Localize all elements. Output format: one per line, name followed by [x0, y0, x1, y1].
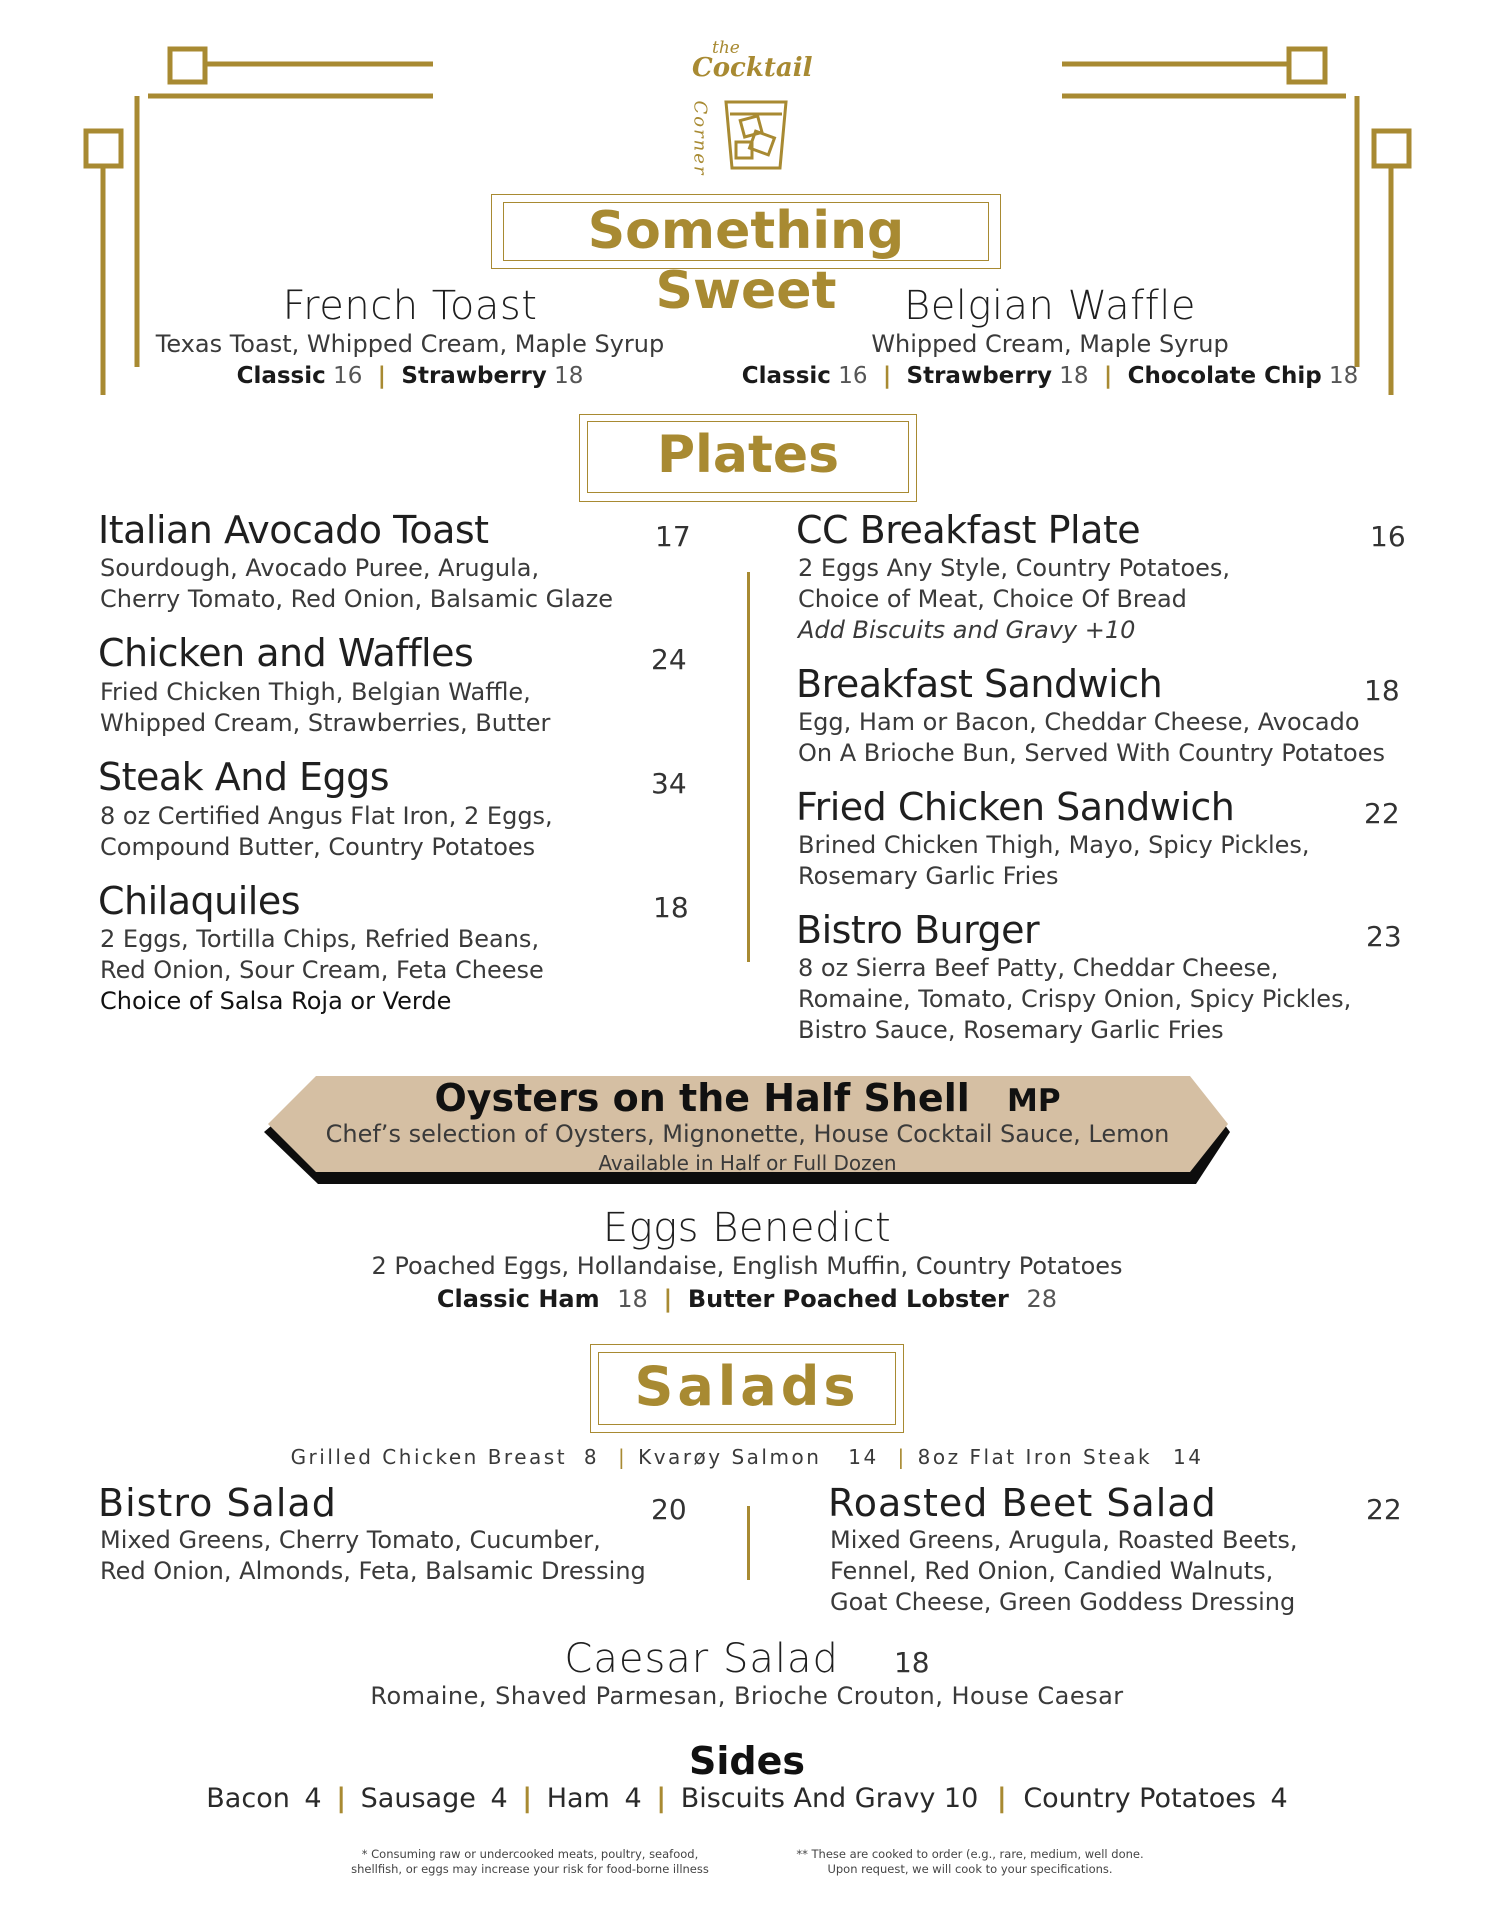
waffle-classic-price: 16	[838, 363, 868, 389]
bistro-salad-price: 20	[651, 1493, 687, 1526]
desc-line: Bistro Sauce, Rosemary Garlic Fries	[798, 1016, 1224, 1044]
belgian-waffle-name: Belgian Waffle	[904, 283, 1196, 329]
breakfast-sandwich-price: 18	[1364, 674, 1400, 707]
caesar-salad-row	[447, 1636, 1047, 1682]
separator: |	[656, 1783, 667, 1814]
steak-eggs-price: 34	[651, 767, 687, 800]
french-toast-options	[160, 363, 660, 389]
french-toast-strawberry-label: Strawberry	[401, 363, 547, 389]
separator: |	[336, 1783, 347, 1814]
bistro-salad-desc	[100, 1525, 646, 1587]
side-biscuits-label: Biscuits And Gravy	[680, 1783, 936, 1814]
bistro-burger-price: 23	[1366, 920, 1402, 953]
side-potatoes-label: Country Potatoes	[1023, 1783, 1256, 1814]
oysters-title: Oysters on the Half Shell	[434, 1076, 970, 1120]
sweet-title: Something Sweet	[587, 201, 905, 321]
breakfast-sandwich-name: Breakfast Sandwich	[796, 662, 1163, 706]
sides-list	[147, 1783, 1347, 1814]
chilaquiles-price: 18	[653, 891, 689, 924]
desc-line: 2 Eggs Any Style, Country Potatoes,	[798, 554, 1231, 582]
addon-steak-price: 14	[1172, 1445, 1204, 1469]
caesar-salad-price: 18	[893, 1646, 930, 1679]
sides-title: Sides	[689, 1739, 805, 1783]
waffle-chocchip-price: 18	[1329, 363, 1359, 389]
plates-divider	[747, 572, 750, 962]
bistro-salad-name: Bistro Salad	[98, 1481, 337, 1525]
desc-line: Goat Cheese, Green Goddess Dressing	[830, 1588, 1296, 1616]
desc-line: 8 oz Certified Angus Flat Iron, 2 Eggs,	[100, 802, 553, 830]
chicken-waffles-price: 24	[651, 643, 687, 676]
desc-line: Red Onion, Almonds, Feta, Balsamic Dressing	[100, 1557, 646, 1585]
footer-note-right	[760, 1847, 1180, 1877]
benedict-lobster-price: 28	[1026, 1285, 1058, 1313]
breakfast-sandwich-desc	[798, 707, 1385, 769]
steak-eggs-desc	[100, 801, 553, 863]
addon-salmon-label: Kvarøy Salmon	[638, 1445, 822, 1469]
desc-line: Rosemary Garlic Fries	[798, 862, 1059, 890]
separator: |	[882, 363, 892, 389]
oysters-note: Available in Half or Full Dozen	[598, 1151, 897, 1175]
oysters-price: MP	[1006, 1083, 1061, 1119]
desc-line: Red Onion, Sour Cream, Feta Cheese	[100, 956, 544, 984]
cc-breakfast-name: CC Breakfast Plate	[796, 508, 1141, 552]
addon-steak-label: 8oz Flat Iron Steak	[917, 1445, 1153, 1469]
cc-breakfast-price: 16	[1370, 520, 1406, 553]
waffle-classic-label: Classic	[741, 363, 831, 389]
desc-line: Cherry Tomato, Red Onion, Balsamic Glaze	[100, 585, 613, 613]
side-bacon-price: 4	[304, 1783, 322, 1814]
desc-line: Brined Chicken Thigh, Mayo, Spicy Pickles,	[798, 831, 1310, 859]
french-toast-classic-label: Classic	[236, 363, 326, 389]
beet-salad-name: Roasted Beet Salad	[828, 1481, 1217, 1525]
desc-line: Mixed Greens, Cherry Tomato, Cucumber,	[100, 1526, 601, 1554]
fried-chicken-sandwich-desc	[798, 830, 1310, 892]
french-toast-strawberry-price: 18	[554, 363, 584, 389]
bistro-burger-name: Bistro Burger	[796, 908, 1040, 952]
chilaquiles-name: Chilaquiles	[98, 879, 301, 923]
desc-line: Romaine, Tomato, Crispy Onion, Spicy Pickles,	[798, 985, 1352, 1013]
desc-line: Choice of Meat, Choice Of Bread	[798, 585, 1187, 613]
addon-salmon-price: 14	[848, 1445, 879, 1469]
avocado-toast-price: 17	[655, 520, 691, 553]
note-line: ** These are cooked to order (e.g., rare, medium, well done.	[796, 1847, 1144, 1861]
note-line: * Consuming raw or undercooked meats, poultry, seafood,	[361, 1847, 699, 1861]
side-ham-price: 4	[624, 1783, 642, 1814]
separator: |	[663, 1285, 673, 1313]
beet-salad-desc	[830, 1525, 1298, 1618]
french-toast-name: French Toast	[282, 283, 538, 329]
footer-note-left	[330, 1847, 730, 1877]
side-bacon-label: Bacon	[206, 1783, 290, 1814]
caesar-salad-desc: Romaine, Shaved Parmesan, Brioche Crouton, House Caesar	[370, 1682, 1124, 1710]
bistro-burger-desc	[798, 953, 1351, 1046]
chicken-waffles-desc	[100, 677, 550, 739]
desc-line: Mixed Greens, Arugula, Roasted Beets,	[830, 1526, 1298, 1554]
note-line: Upon request, we will cook to your specifications.	[827, 1862, 1113, 1876]
separator: |	[618, 1445, 628, 1469]
desc-line: Compound Butter, Country Potatoes	[100, 833, 536, 861]
note-line: shellfish, or eggs may increase your risk for food-borne illness	[351, 1862, 709, 1876]
belgian-waffle-desc: Whipped Cream, Maple Syrup	[871, 330, 1229, 358]
logo	[689, 38, 813, 178]
desc-line: Fennel, Red Onion, Candied Walnuts,	[830, 1557, 1274, 1585]
salads-divider	[747, 1506, 750, 1580]
side-biscuits-price: 10	[943, 1783, 979, 1814]
avocado-toast-desc	[100, 553, 613, 615]
waffle-strawberry-label: Strawberry	[906, 363, 1052, 389]
beet-salad-price: 22	[1366, 1493, 1402, 1526]
separator: |	[1103, 363, 1113, 389]
waffle-strawberry-price: 18	[1059, 363, 1089, 389]
salad-addons	[247, 1445, 1247, 1469]
cocktail-glass-icon	[720, 94, 792, 174]
addon-chicken-price: 8	[583, 1445, 600, 1469]
french-toast-desc: Texas Toast, Whipped Cream, Maple Syrup	[155, 330, 665, 358]
separator: |	[996, 1783, 1007, 1814]
desc-line: Fried Chicken Thigh, Belgian Waffle,	[100, 678, 531, 706]
salads-title: Salads	[634, 1355, 860, 1418]
desc-line: Sourdough, Avocado Puree, Arugula,	[100, 554, 540, 582]
avocado-toast-name: Italian Avocado Toast	[98, 508, 489, 552]
addon-biscuits: Add Biscuits and Gravy +10	[798, 616, 1136, 644]
cc-breakfast-desc	[798, 553, 1230, 646]
benedict-ham-price: 18	[617, 1285, 648, 1313]
salsa-choice: Choice of Salsa Roja or Verde	[100, 987, 452, 1015]
logo-cocktail: Cocktail	[692, 53, 813, 83]
desc-line: Whipped Cream, Strawberries, Butter	[100, 709, 551, 737]
logo-corner: Corner	[689, 100, 711, 177]
eggs-benedict-options	[347, 1285, 1147, 1313]
waffle-chocchip-label: Chocolate Chip	[1127, 363, 1322, 389]
belgian-waffle-options	[740, 363, 1360, 389]
side-ham-label: Ham	[546, 1783, 610, 1814]
eggs-benedict-desc: 2 Poached Eggs, Hollandaise, English Muffin, Country Potatoes	[371, 1252, 1123, 1280]
addon-chicken-label: Grilled Chicken Breast	[290, 1445, 568, 1469]
oysters-title-row	[260, 1076, 1235, 1120]
desc-line: Egg, Ham or Bacon, Cheddar Cheese, Avocado	[798, 708, 1360, 736]
logo-the: the	[712, 38, 740, 58]
fried-chicken-sandwich-name: Fried Chicken Sandwich	[796, 785, 1235, 829]
plates-title: Plates	[656, 425, 840, 485]
separator: |	[377, 363, 387, 389]
separator: |	[522, 1783, 533, 1814]
chilaquiles-desc	[100, 924, 544, 1017]
side-sausage-label: Sausage	[360, 1783, 476, 1814]
french-toast-classic-price: 16	[333, 363, 363, 389]
benedict-ham-label: Classic Ham	[436, 1285, 600, 1313]
oysters-desc: Chef’s selection of Oysters, Mignonette, House Cocktail Sauce, Lemon	[325, 1120, 1170, 1148]
desc-line: 2 Eggs, Tortilla Chips, Refried Beans,	[100, 925, 540, 953]
desc-line: 8 oz Sierra Beef Patty, Cheddar Cheese,	[798, 954, 1279, 982]
chicken-waffles-name: Chicken and Waffles	[98, 631, 474, 675]
eggs-benedict-name: Eggs Benedict	[602, 1205, 892, 1251]
side-sausage-price: 4	[490, 1783, 508, 1814]
side-potatoes-price: 4	[1270, 1783, 1288, 1814]
separator: |	[897, 1445, 907, 1469]
fried-chicken-sandwich-price: 22	[1364, 797, 1400, 830]
caesar-salad-name: Caesar Salad	[564, 1636, 839, 1682]
steak-eggs-name: Steak And Eggs	[98, 755, 390, 799]
desc-line: On A Brioche Bun, Served With Country Potatoes	[798, 739, 1385, 767]
benedict-lobster-label: Butter Poached Lobster	[687, 1285, 1009, 1313]
